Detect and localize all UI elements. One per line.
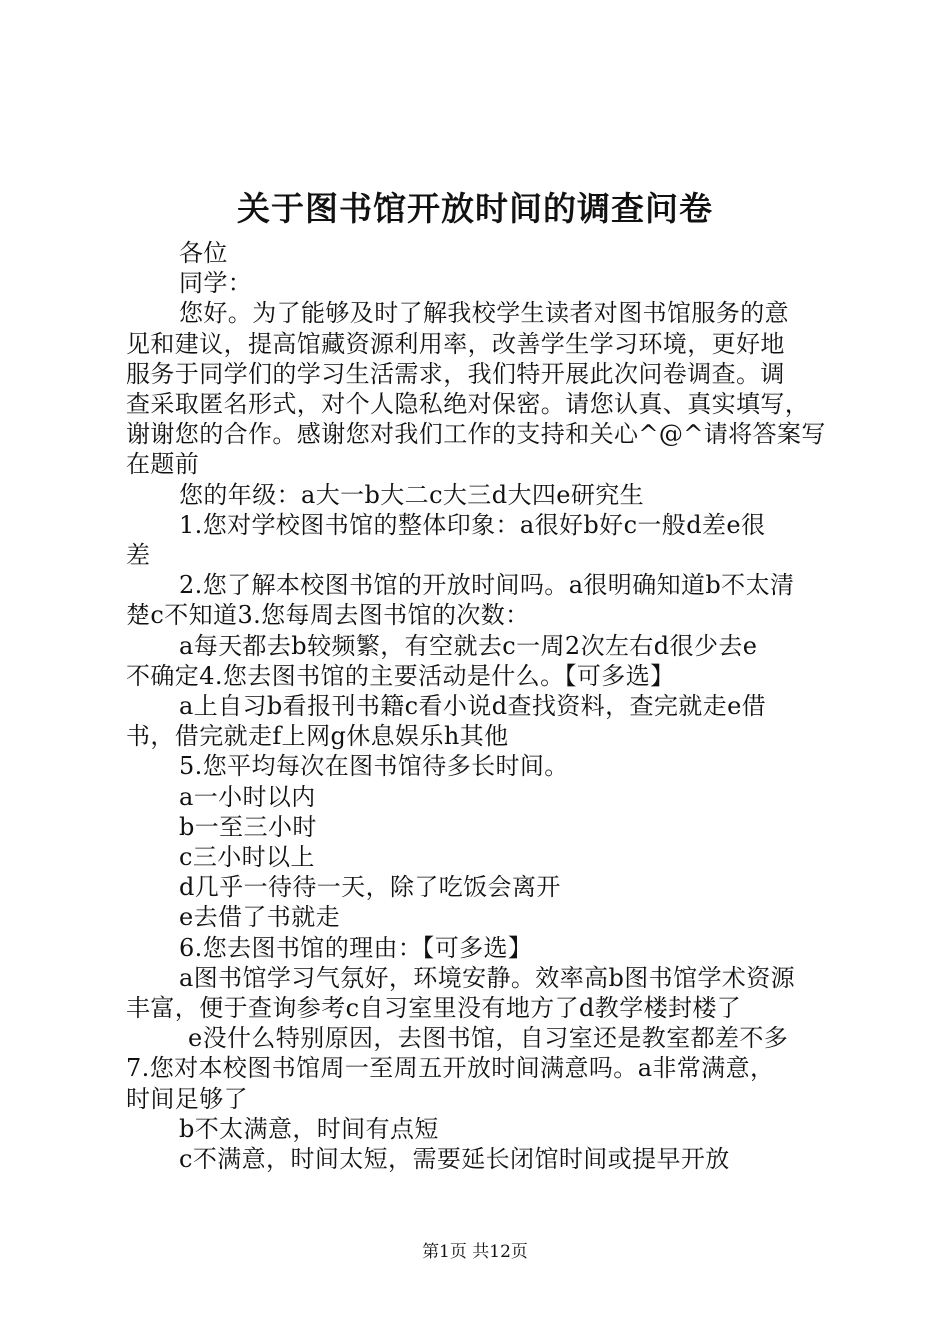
text-line: 见和建议，提高馆藏资源利用率，改善学生学习环境，更好地 [126, 329, 785, 358]
text-line: 时间足够了 [126, 1084, 248, 1113]
text-line: 7.您对本校图书馆周一至周五开放时间满意吗。a非常满意， [126, 1054, 775, 1083]
text-line: b一至三小时 [179, 812, 317, 841]
text-line: a每天都去b较频繁，有空就去c一周2次左右d很少去e [179, 631, 758, 660]
text-line: 不确定4.您去图书馆的主要活动是什么。【可多选】 [126, 661, 675, 690]
page-footer: 第1页 共12页 [422, 1242, 528, 1262]
text-line: 1.您对学校图书馆的整体印象：a很好b好c一般d差e很 [179, 510, 766, 539]
text-line: e去借了书就走 [179, 903, 341, 932]
text-line: 2.您了解本校图书馆的开放时间吗。a很明确知道b不太清 [179, 571, 795, 600]
text-line: 5.您平均每次在图书馆待多长时间。 [179, 752, 569, 781]
text-line: d几乎一待待一天，除了吃饭会离开 [179, 873, 561, 902]
text-line: 在题前 [126, 450, 200, 479]
document-title: 关于图书馆开放时间的调查问卷 [237, 189, 713, 228]
text-line: 楚c不知道3.您每周去图书馆的次数： [126, 601, 530, 630]
text-line: 您的年级：a大一b大二c大三d大四e研究生 [179, 480, 645, 509]
text-line: a图书馆学习气氛好，环境安静。效率高b图书馆学术资源 [179, 963, 796, 992]
text-line: e没什么特别原因，去图书馆，自习室还是教室都差不多 [188, 1024, 789, 1053]
text-line: 谢谢您的合作。感谢您对我们工作的支持和关心^@^请将答案写 [126, 420, 826, 449]
text-line: c不满意，时间太短，需要延长闭馆时间或提早开放 [179, 1145, 730, 1174]
text-line: 各位 [179, 239, 228, 267]
text-line: 丰富，便于查询参考c自习室里没有地方了d教学楼封楼了 [126, 994, 742, 1023]
text-line: 书，借完就走f上网g休息娱乐h其他 [126, 722, 509, 751]
text-line: 服务于同学们的学习生活需求，我们特开展此次问卷调查。调 [126, 359, 785, 388]
text-line: 同学： [179, 269, 253, 298]
text-line: 差 [126, 541, 151, 570]
text-line: a上自习b看报刊书籍c看小说d查找资料，查完就走e借 [179, 692, 767, 721]
document-body [126, 238, 836, 1174]
text-line: 您好。为了能够及时了解我校学生读者对图书馆服务的意 [179, 299, 789, 328]
text-line: 6.您去图书馆的理由：【可多选】 [179, 933, 533, 962]
text-line: a一小时以内 [179, 782, 316, 811]
text-line: 查采取匿名形式，对个人隐私绝对保密。请您认真、真实填写， [126, 390, 810, 419]
text-line: c三小时以上 [179, 843, 315, 872]
text-line: b不太满意，时间有点短 [179, 1114, 439, 1143]
